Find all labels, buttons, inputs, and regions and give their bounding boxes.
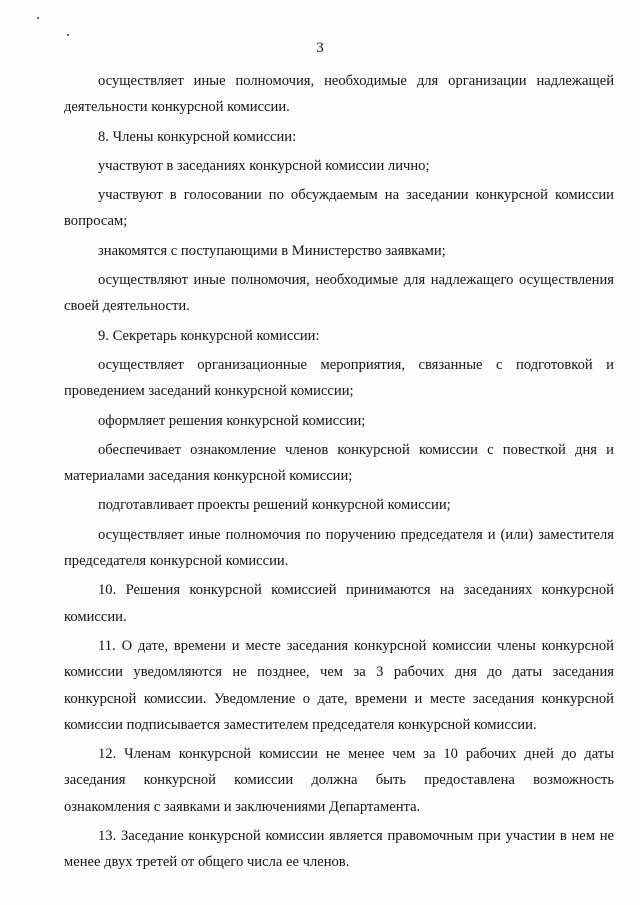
page-number: 3: [316, 40, 324, 56]
scan-speck: [37, 17, 39, 19]
paragraph: осуществляет иные полномочия по поручению председателя и (или) заместителя председателя конкурсной комиссии.: [64, 526, 614, 570]
scan-speck: [67, 34, 69, 36]
paragraph: обеспечивает ознакомление членов конкурсной комиссии с повесткой дня и материалами заседания конкурсной комиссии;: [64, 441, 614, 485]
paragraph: 10. Решения конкурсной комиссией принимаются на заседаниях конкурсной комиссии.: [64, 582, 614, 625]
paragraph: 11. О дате, времени и месте заседания конкурсной комиссии члены конкурсной комиссии уведомляются не позднее, чем за 3 рабочих дня до даты заседания конкурсной комиссии. Уведомление о дате, времени и месте заседания конкурсной комиссии подписывается заместителем председателя конкурсной комиссии.: [64, 637, 614, 733]
paragraph: подготавливает проекты решений конкурсной комиссии;: [98, 497, 451, 514]
document-body: [64, 68, 614, 876]
paragraph: 8. Члены конкурсной комиссии:: [98, 128, 297, 145]
paragraph: 13. Заседание конкурсной комиссии является правомочным при участии в нем не менее двух третей от общего числа ее членов.: [64, 828, 614, 871]
paragraph: 9. Секретарь конкурсной комиссии:: [98, 327, 320, 344]
paragraph: участвуют в голосовании по обсуждаемым на заседании конкурсной комиссии вопросам;: [64, 187, 614, 230]
paragraph: оформляет решения конкурсной комиссии;: [98, 412, 366, 429]
paragraph: осуществляют иные полномочия, необходимые для надлежащего осуществления своей деятельности.: [64, 272, 614, 315]
paragraph: участвуют в заседаниях конкурсной комиссии лично;: [98, 157, 430, 174]
paragraph: осуществляет иные полномочия, необходимые для организации надлежащей деятельности конкурсной комиссии.: [64, 73, 614, 116]
paragraph: 12. Членам конкурсной комиссии не менее чем за 10 рабочих дней до даты заседания конкурсной комиссии должна быть предоставлена возможность ознакомления с заявками и заключениями Департамента.: [64, 746, 614, 815]
paragraph: осуществляет организационные мероприятия, связанные с подготовкой и проведением заседаний конкурсной комиссии;: [64, 356, 614, 400]
paragraph: знакомятся с поступающими в Министерство заявками;: [98, 242, 446, 259]
